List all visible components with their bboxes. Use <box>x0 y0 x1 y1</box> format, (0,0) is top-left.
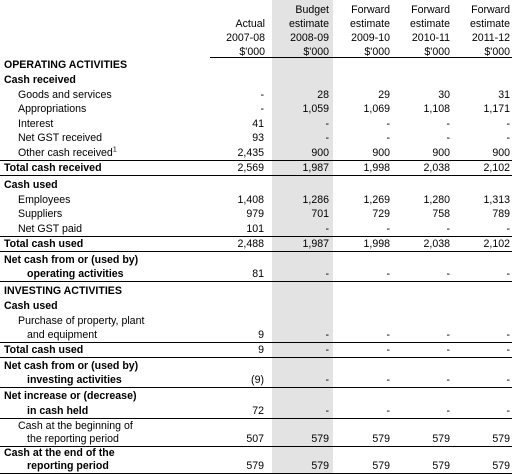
row-label-text: Total cash used <box>4 344 84 356</box>
row-label-text: Net GST paid <box>18 223 82 235</box>
row-label-text: Cash at the end of the <box>4 447 115 459</box>
row-label <box>4 253 138 268</box>
cell-value: - <box>260 103 264 115</box>
row-label-text: Goods and services <box>18 89 112 101</box>
cell-value: - <box>446 132 450 144</box>
cell-value: 9 <box>258 329 264 341</box>
cell-value: 93 <box>252 132 264 144</box>
row-label-text: Net cash from or (used by) <box>4 360 139 372</box>
footnote-marker: 1 <box>112 146 117 154</box>
header-line2: estimate <box>349 18 390 30</box>
table-row <box>0 373 512 388</box>
cell-value: 2,488 <box>237 238 264 250</box>
cell-value: - <box>506 268 510 280</box>
cell-value: - <box>325 118 329 130</box>
table-row <box>0 117 512 132</box>
table-row <box>0 459 512 474</box>
header-line2: estimate <box>409 18 450 30</box>
cell-value: - <box>446 223 450 235</box>
cell-value: 2,102 <box>483 238 510 250</box>
row-label <box>18 314 144 329</box>
table-row <box>0 178 512 193</box>
row-label <box>27 459 109 474</box>
row-label <box>27 328 97 343</box>
row-label <box>27 432 119 447</box>
row-label-text: Employees <box>18 194 71 206</box>
table-row <box>0 343 512 358</box>
cell-value: 579 <box>492 460 510 472</box>
header-year: 2007-08 <box>226 32 265 44</box>
row-label-text: the reporting period <box>27 433 119 445</box>
cell-value: 9 <box>258 344 264 356</box>
header-year: 2009-10 <box>351 32 390 44</box>
cell-value: 729 <box>372 208 390 220</box>
cell-value: 1,987 <box>302 238 329 250</box>
cell-value: - <box>386 374 390 386</box>
header-unit: $'000 <box>303 46 329 58</box>
row-label <box>18 102 86 117</box>
table-row <box>0 284 512 299</box>
cell-value: 1,108 <box>423 103 450 115</box>
cell-value: - <box>386 268 390 280</box>
cell-value: 1,059 <box>302 103 329 115</box>
header-year: 2010-11 <box>411 32 450 44</box>
table-row <box>0 237 512 252</box>
table-row <box>0 314 512 329</box>
row-label-text: Other cash received <box>18 147 113 159</box>
cell-value: 1,998 <box>363 162 390 174</box>
cell-value: 101 <box>246 223 264 235</box>
cell-value: - <box>386 132 390 144</box>
cell-value: 579 <box>372 460 390 472</box>
cell-value: 2,569 <box>237 162 264 174</box>
header-line1: Budget <box>295 4 329 16</box>
row-label <box>4 73 76 88</box>
row-label <box>4 284 122 299</box>
table-row <box>0 359 512 374</box>
row-label-text: Cash used <box>4 300 58 312</box>
cell-value: - <box>386 405 390 417</box>
row-label-text: in cash held <box>27 405 89 417</box>
cell-value: - <box>446 329 450 341</box>
cell-value: 579 <box>372 433 390 445</box>
header-unit: $'000 <box>424 46 450 58</box>
cell-value: 507 <box>246 433 264 445</box>
cell-value: - <box>325 329 329 341</box>
cell-value: - <box>446 405 450 417</box>
row-label <box>18 222 82 237</box>
table-row <box>0 222 512 237</box>
row-divider <box>0 281 512 282</box>
cell-value: - <box>325 223 329 235</box>
cell-value: - <box>386 118 390 130</box>
cell-value: 900 <box>372 147 390 159</box>
cell-value: - <box>325 268 329 280</box>
cell-value: (9) <box>251 374 264 386</box>
cell-value: 979 <box>246 208 264 220</box>
row-label <box>18 88 112 103</box>
row-label-text: Net GST received <box>18 132 102 144</box>
cell-value: 579 <box>432 460 450 472</box>
row-label-text: OPERATING ACTIVITIES <box>4 59 128 71</box>
row-label-text: investing activities <box>27 374 122 386</box>
table-row <box>0 207 512 222</box>
row-label <box>18 117 53 132</box>
row-label <box>4 359 138 374</box>
row-label <box>27 267 124 282</box>
row-label-text: Total cash received <box>4 162 102 174</box>
header-year: 2011-12 <box>471 32 510 44</box>
cell-value: 1,269 <box>363 194 390 206</box>
cell-value: 1,998 <box>363 238 390 250</box>
cell-value: 900 <box>432 147 450 159</box>
row-label-text: Net increase or (decrease) <box>4 390 137 402</box>
cell-value: 900 <box>492 147 510 159</box>
row-label <box>4 343 83 358</box>
cell-value: 1,171 <box>483 103 510 115</box>
table-row <box>0 102 512 117</box>
cell-value: 1,280 <box>423 194 450 206</box>
row-label <box>4 161 102 176</box>
cell-value: 579 <box>492 433 510 445</box>
table-row <box>0 73 512 88</box>
row-label <box>27 404 88 419</box>
row-label-text: Appropriations <box>18 103 87 115</box>
header-line1: Forward <box>411 4 450 16</box>
row-label <box>18 207 62 222</box>
cell-value: 579 <box>432 433 450 445</box>
cell-value: 579 <box>311 460 329 472</box>
row-divider <box>0 175 512 176</box>
row-label-text: operating activities <box>27 268 124 280</box>
header-line1: Forward <box>471 4 510 16</box>
cell-value: 81 <box>252 268 264 280</box>
row-label-text: Cash used <box>4 179 58 191</box>
table-row <box>0 58 512 73</box>
cell-value: 28 <box>317 89 329 101</box>
cell-value: 701 <box>311 208 329 220</box>
row-label <box>18 193 70 208</box>
cell-value: - <box>506 329 510 341</box>
header-unit: $'000 <box>484 46 510 58</box>
header-unit: $'000 <box>239 46 265 58</box>
row-label-text: Cash at the beginning of <box>18 420 133 432</box>
row-label-text: Total cash used <box>4 238 84 250</box>
cell-value: 1,987 <box>302 162 329 174</box>
row-label-text: Cash received <box>4 74 76 86</box>
cell-value: - <box>506 344 510 356</box>
cell-value: - <box>506 132 510 144</box>
cell-value: - <box>446 344 450 356</box>
row-label <box>18 131 102 146</box>
table-row <box>0 88 512 103</box>
cell-value: 789 <box>492 208 510 220</box>
header-year: 2008-09 <box>290 32 329 44</box>
table-row <box>0 404 512 419</box>
table-row <box>0 328 512 343</box>
row-label <box>4 58 127 73</box>
cell-value: - <box>446 268 450 280</box>
cell-value: - <box>325 374 329 386</box>
row-label <box>4 237 83 252</box>
row-label-text: Suppliers <box>18 208 63 220</box>
cell-value: - <box>506 374 510 386</box>
cell-value: - <box>446 374 450 386</box>
row-label <box>18 146 117 161</box>
header-line1: Forward <box>351 4 390 16</box>
cell-value: - <box>506 118 510 130</box>
table-row <box>0 161 512 176</box>
cell-value: - <box>386 223 390 235</box>
header-unit: $'000 <box>364 46 390 58</box>
table-row <box>0 131 512 146</box>
cell-value: - <box>386 344 390 356</box>
table-row <box>0 253 512 268</box>
table-row <box>0 146 512 161</box>
row-label-text: INVESTING ACTIVITIES <box>4 285 122 297</box>
header-divider <box>210 57 512 58</box>
cell-value: 41 <box>252 118 264 130</box>
row-divider <box>0 387 512 388</box>
cell-value: - <box>325 132 329 144</box>
cell-value: 579 <box>246 460 264 472</box>
cell-value: 1,286 <box>302 194 329 206</box>
cell-value: - <box>446 118 450 130</box>
cell-value: 30 <box>438 89 450 101</box>
header-line2: estimate <box>469 18 510 30</box>
cell-value: - <box>325 405 329 417</box>
row-label-text: Interest <box>18 118 54 130</box>
table-row <box>0 389 512 404</box>
cell-value: 758 <box>432 208 450 220</box>
cell-value: 2,038 <box>423 238 450 250</box>
cell-value: 1,069 <box>363 103 390 115</box>
cell-value: 579 <box>311 433 329 445</box>
table-row <box>0 299 512 314</box>
cell-value: 900 <box>311 147 329 159</box>
row-divider <box>0 251 512 252</box>
cell-value: - <box>506 223 510 235</box>
table-row <box>0 432 512 447</box>
row-label-text: reporting period <box>27 460 109 472</box>
cell-value: 29 <box>378 89 390 101</box>
cell-value: 31 <box>498 89 510 101</box>
cell-value: 2,102 <box>483 162 510 174</box>
cell-value: - <box>506 405 510 417</box>
cell-value: - <box>260 89 264 101</box>
cell-value: - <box>325 344 329 356</box>
row-label <box>4 178 58 193</box>
row-label-text: Purchase of property, plant <box>18 315 145 327</box>
cell-value: 2,038 <box>423 162 450 174</box>
table-row <box>0 267 512 282</box>
row-label <box>4 299 58 314</box>
row-label <box>4 389 137 404</box>
row-divider <box>0 357 512 358</box>
row-label-text: Net cash from or (used by) <box>4 254 139 266</box>
cell-value: 1,313 <box>483 194 510 206</box>
row-label <box>27 373 122 388</box>
cell-value: - <box>386 329 390 341</box>
cell-value: 72 <box>252 405 264 417</box>
header-line2: Actual <box>235 18 265 30</box>
cell-value: 1,408 <box>237 194 264 206</box>
cell-value: 2,435 <box>237 147 264 159</box>
header-line2: estimate <box>288 18 329 30</box>
table-row <box>0 193 512 208</box>
row-label-text: and equipment <box>27 329 98 341</box>
